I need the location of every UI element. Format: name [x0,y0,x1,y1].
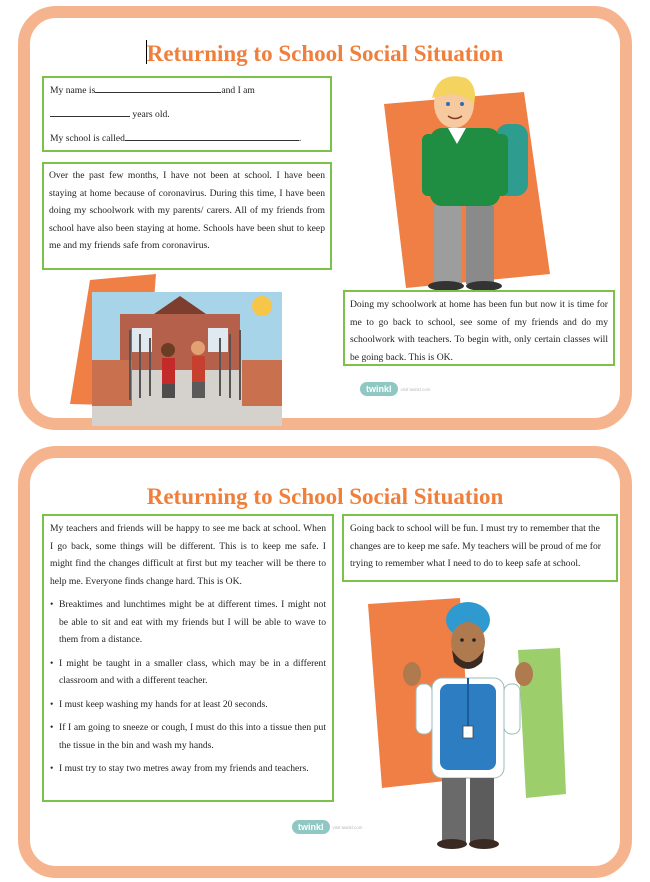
intro-text-box [42,162,332,270]
twinkl-logo-url: visit twinkl.com [332,824,363,830]
intro-paragraph: Over the past few months, I have not been at school. I have been staying at home because of coronavirus. During this time, I have been doing my schoolwork with my parents/ carers. All of my friends from school have also been staying at home. Schools have been shut to keep me and my friends safe from coronavirus. [49,170,325,251]
bullet-item: • Breaktimes and lunchtimes might be at different times. I might not be able to sit and eat with my friends but I will be able to wave to them from a distance. [50,596,326,649]
name-row [50,79,324,103]
boy-with-backpack-illustration [374,74,564,292]
changes-bullet-list [50,596,326,778]
bullet-item: • I might be taught in a smaller class, which may be in a different classroom and with a different teacher. [50,655,326,690]
bullet-item: • If I am going to sneeze or cough, I must do this into a tissue then put the tissue in the bin and wash my hands. [50,719,326,754]
twinkl-logo-mark: twinkl [360,382,398,396]
school-label: My school is called [50,133,125,144]
page2-card [18,446,632,878]
twinkl-logo [292,820,363,834]
page2-title: Returning to School Social Situation [146,484,504,509]
twinkl-logo [360,382,431,396]
school-blank[interactable] [125,130,299,141]
age-blank[interactable] [50,106,130,117]
return-paragraph: Doing my schoolwork at home has been fun but now it is time for me to go back to school, see some of my friends and do my schoolwork with teachers. To begin with, only certain classes will be going back. This is OK. [350,299,608,363]
age-row [50,103,324,127]
name-form-box [42,76,332,152]
fun-paragraph: Going back to school will be fun. I must try to remember that the changes are to keep me safe. My teachers will be proud of me for trying to remember what I need to do to keep safe at school. [350,523,601,569]
school-gate-illustration [70,274,282,426]
return-text-box [343,290,615,366]
changes-text-box [42,514,334,802]
changes-intro: My teachers and friends will be happy to see me back at school. When I go back, some things will be different. This is to keep me safe. I might find the changes difficult at first but my teacher will be there to help me. Everyone finds change hard. This is OK. [50,523,326,587]
school-row [50,127,324,151]
name-label: My name is [50,85,96,96]
twinkl-logo-url: visit twinkl.com [400,386,431,392]
page1-title: Returning to School Social Situation [146,41,504,66]
fun-text-box [342,514,618,582]
page1-card [18,6,632,430]
school-suffix: . [298,133,302,144]
twinkl-logo-mark: twinkl [292,820,330,834]
name-suffix: and I am [221,85,255,96]
age-suffix: years old. [132,109,170,120]
name-blank[interactable] [95,82,221,93]
bullet-item: • I must keep washing my hands for at least 20 seconds. [50,696,326,714]
bullet-item: • I must try to stay two metres away from my friends and teachers. [50,760,326,778]
teacher-thumbs-up-illustration [368,598,578,850]
